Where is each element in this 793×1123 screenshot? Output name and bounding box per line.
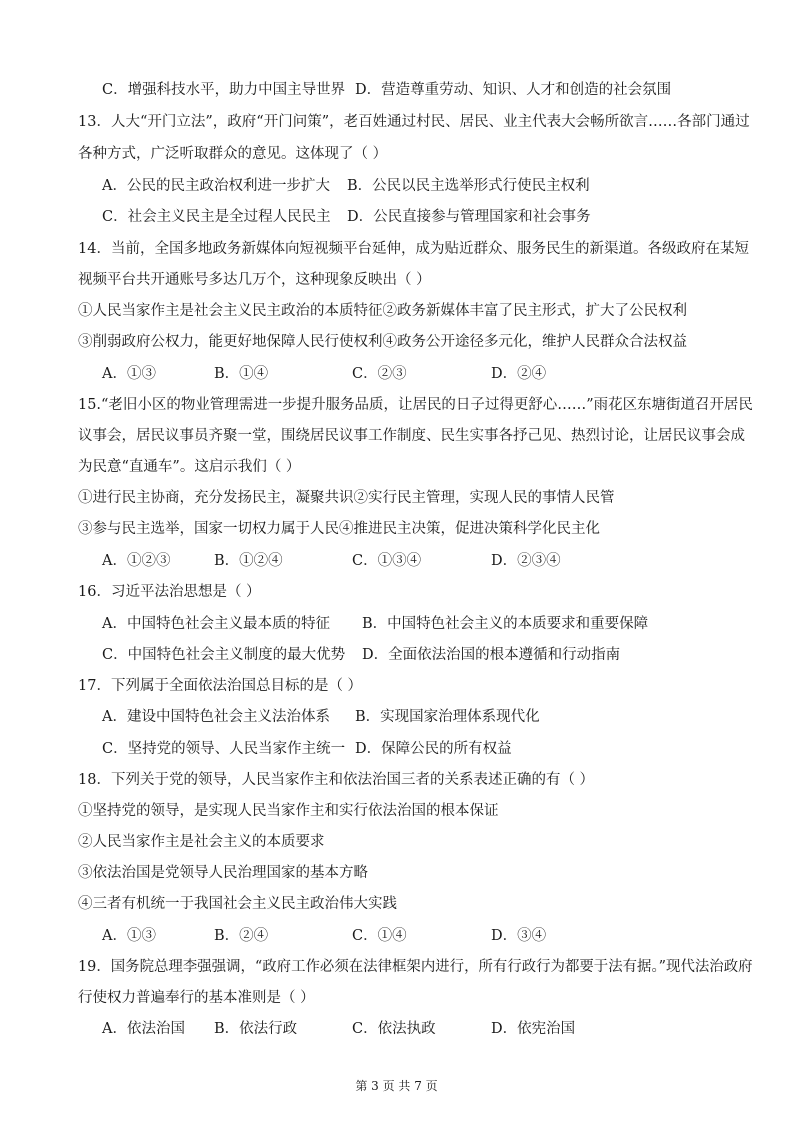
q18-option-d: D．③④ [491,928,547,944]
q12-option-d: D．营造尊重劳动、知识、人才和创造的社会氛围 [355,82,672,98]
q13-option-d: D．公民直接参与管理国家和社会事务 [347,209,591,225]
q15-statement-line-2: ③参与民主选举，国家一切权力属于人民④推进民主决策，促进决策科学化民主化 [78,521,600,537]
page-number-footer: 第 3 页 共 7 页 [355,1079,438,1093]
q17-stem-line-1: 17．下列属于全面依法治国总目标的是（ ） [78,678,363,694]
q14-option-c: C．②③ [352,366,407,382]
q17-option-d: D．保障公民的所有权益 [355,741,512,757]
q18-option-a: A．①③ [102,928,156,944]
q19-option-c: C．依法执政 [352,1021,436,1037]
q15-stem-line-3: 为民意“直通车”。这启示我们（ ） [78,459,301,475]
q16-option-c: C．中国特色社会主义制度的最大优势 [102,647,346,663]
q18-option-b: B．②④ [214,928,269,944]
q14-option-a: A．①③ [102,366,156,382]
q15-stem-line-1: 15.“老旧小区的物业管理需进一步提升服务品质，让居民的日子过得更舒心……”雨花区东塘街道召开居民 [78,397,753,413]
q18-statement-2: ②人民当家作主是社会主义的本质要求 [78,834,325,850]
q17-option-a: A．建设中国特色社会主义法治体系 [102,709,330,725]
q19-stem-line-1: 19．国务院总理李强强调，“政府工作必须在法律框架内进行，所有行政行为都要于法有据。”现代法治政府 [78,959,753,975]
q15-option-a: A．①②③ [102,553,171,569]
q13-option-b: B．公民以民主选举形式行使民主权利 [347,178,590,194]
q15-option-d: D．②③④ [491,553,561,569]
q15-option-b: B．①②④ [214,553,283,569]
q12-option-c: C．增强科技水平，助力中国主导世界 [102,82,346,98]
q18-option-c: C．①④ [352,928,407,944]
q14-statement-line-2: ③削弱政府公权力，能更好地保障人民行使权利④政务公开途径多元化，维护人民群众合法权益 [78,334,687,350]
q14-option-d: D．②④ [491,366,547,382]
q15-option-c: C．①③④ [352,553,422,569]
q15-statement-line-1: ①进行民主协商，充分发扬民主，凝聚共识②实行民主管理，实现人民的事情人民管 [78,490,615,506]
q13-stem-line-1: 13．人大“开门立法”，政府“开门问策”，老百姓通过村民、居民、业主代表大会畅所欲言……各部门通过 [78,114,750,130]
q18-statement-3: ③依法治国是党领导人民治理国家的基本方略 [78,865,368,881]
q19-option-b: B．依法行政 [214,1021,298,1037]
q19-option-a: A．依法治国 [102,1021,185,1037]
q18-statement-4: ④三者有机统一于我国社会主义民主政治伟大实践 [78,896,397,912]
q14-statement-line-1: ①人民当家作主是社会主义民主政治的本质特征②政务新媒体丰富了民主形式，扩大了公民权利 [78,303,687,319]
q18-stem-line-1: 18．下列关于党的领导，人民当家作主和依法治国三者的关系表述正确的有（ ） [78,772,595,788]
q19-stem-line-2: 行使权力普遍奉行的基本准则是（ ） [78,990,315,1006]
q16-stem-line-1: 16．习近平法治思想是（ ） [78,584,261,600]
q17-option-c: C．坚持党的领导、人民当家作主统一 [102,741,346,757]
q13-option-a: A．公民的民主政治权利进一步扩大 [102,178,330,194]
q13-option-c: C．社会主义民主是全过程人民民主 [102,209,331,225]
q14-option-b: B．①④ [214,366,269,382]
q19-option-d: D．依宪治国 [491,1021,576,1037]
q16-option-d: D．全面依法治国的根本遵循和行动指南 [362,647,621,663]
q14-stem-line-2: 视频平台共开通账号多达几万个，这种现象反映出（ ） [78,272,431,288]
q15-stem-line-2: 议事会，居民议事员齐聚一堂，围绕居民议事工作制度、民生实事各抒己见、热烈讨论，让居民议事会成 [78,428,745,444]
q16-option-b: B．中国特色社会主义的本质要求和重要保障 [362,616,649,632]
q17-option-b: B．实现国家治理体系现代化 [355,709,540,725]
q18-statement-1: ①坚持党的领导，是实现人民当家作主和实行依法治国的根本保证 [78,803,499,819]
q16-option-a: A．中国特色社会主义最本质的特征 [102,616,330,632]
q14-stem-line-1: 14．当前，全国多地政务新媒体向短视频平台延伸，成为贴近群众、服务民生的新渠道。各级政府在某短 [78,241,749,257]
q13-stem-line-2: 各种方式，广泛听取群众的意见。这体现了（ ） [78,146,388,162]
